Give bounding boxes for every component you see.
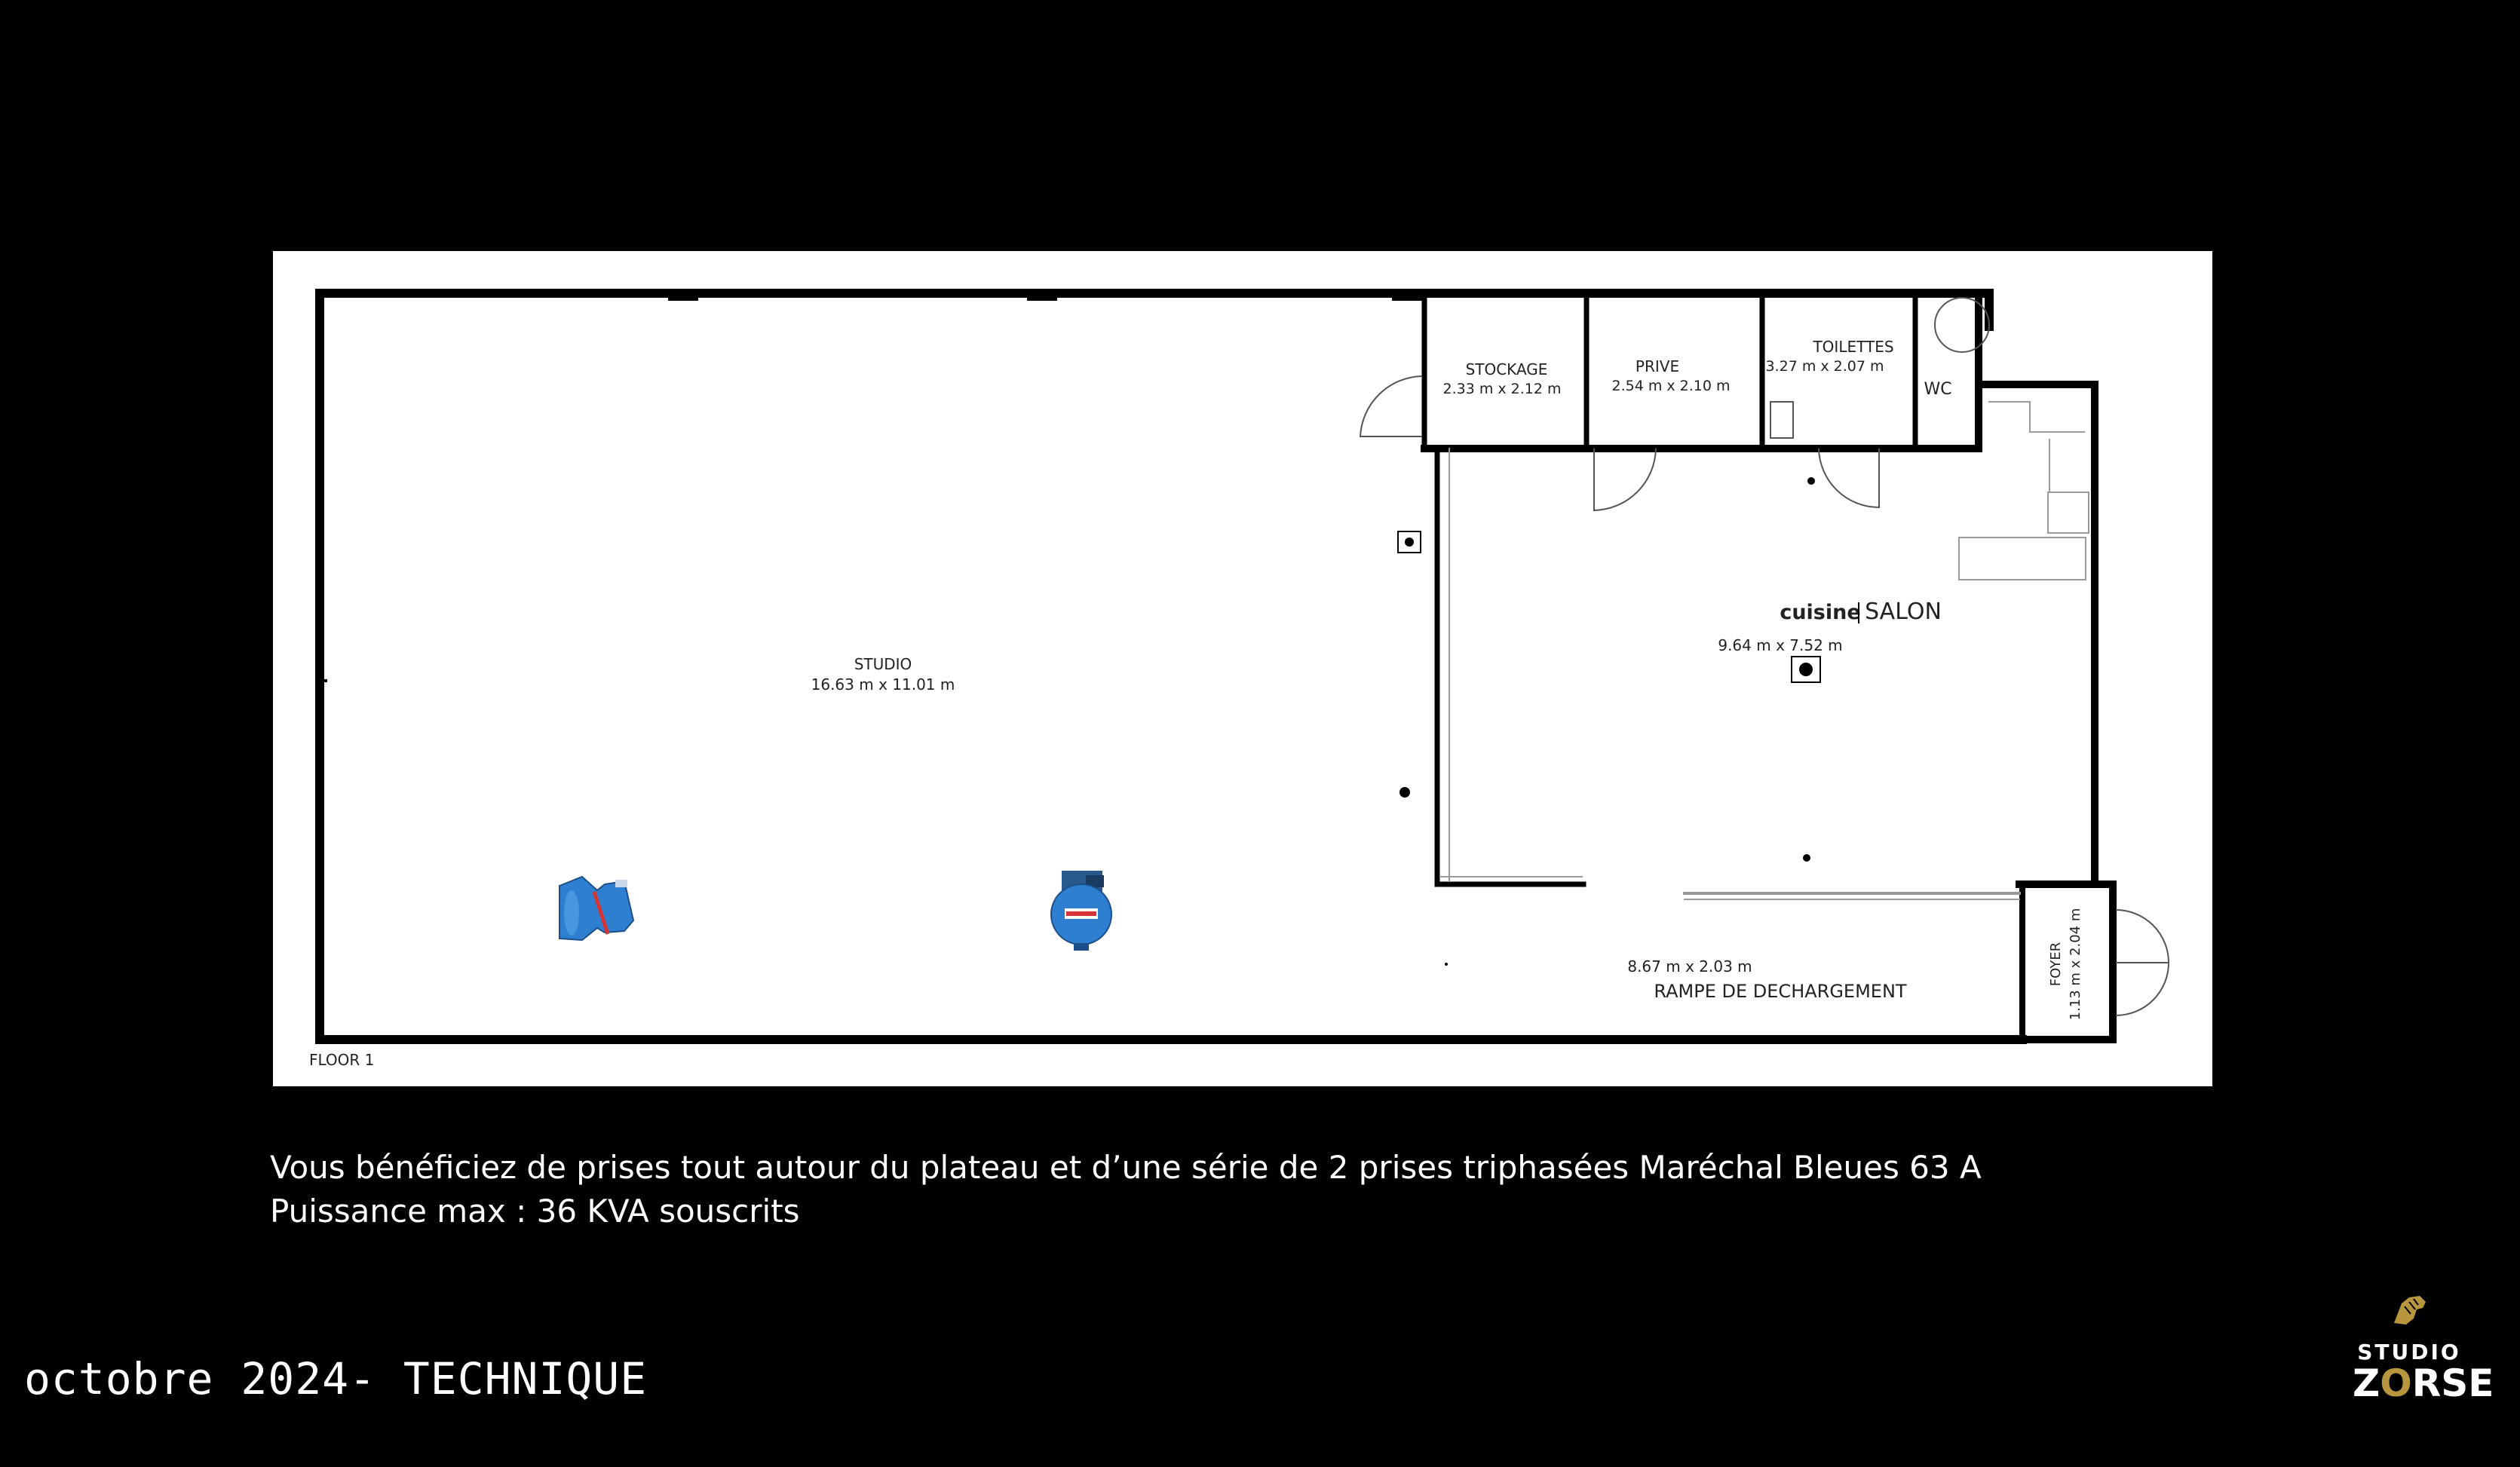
stockage-label: STOCKAGE xyxy=(1465,360,1548,378)
studio-dimensions: 16.63 m x 11.01 m xyxy=(811,675,955,694)
floor-plan xyxy=(273,251,2212,1086)
toilettes-dimensions: 3.27 m x 2.07 m xyxy=(1765,358,1884,375)
studio-zorse-logo xyxy=(2353,1285,2494,1406)
zebra-head-icon xyxy=(2387,1293,2432,1328)
foyer-label: FOYER xyxy=(2048,942,2064,987)
floor-plan-panel xyxy=(273,251,2212,1086)
salon-prefix-label: cuisine xyxy=(1780,601,1861,624)
foyer-dimensions: 1.13 m x 2.04 m xyxy=(2068,908,2083,1021)
toilettes-label: TOILETTES xyxy=(1813,338,1894,356)
caption xyxy=(270,1146,1982,1233)
caption-line-2: Puissance max : 36 KVA souscrits xyxy=(270,1193,800,1230)
marechal-socket-icon xyxy=(1051,871,1111,951)
rampe-dimensions: 8.67 m x 2.03 m xyxy=(1627,957,1752,975)
footer-text: octobre 2024- TECHNIQUE xyxy=(24,1353,648,1404)
rampe-label: RAMPE DE DECHARGEMENT xyxy=(1654,981,1907,1002)
caption-line-1: Vous bénéficiez de prises tout autour du plateau et d’une série de 2 prises triphasées Maréchal Bleues 63 A xyxy=(270,1149,1982,1186)
studio-label: STUDIO xyxy=(854,655,912,673)
prive-dimensions: 2.54 m x 2.10 m xyxy=(1611,378,1731,394)
wc-label: WC xyxy=(1924,380,1952,399)
marechal-plug-icon xyxy=(559,877,633,940)
salon-label: SALON xyxy=(1865,599,1942,625)
stockage-dimensions: 2.33 m x 2.12 m xyxy=(1442,381,1562,397)
logo-studio-text: STUDIO xyxy=(2357,1340,2461,1364)
prive-label: PRIVE xyxy=(1635,357,1680,375)
floor-label: FLOOR 1 xyxy=(309,1051,375,1069)
salon-dimensions: 9.64 m x 7.52 m xyxy=(1718,636,1843,654)
logo-zorse-text: ZORSE xyxy=(2353,1361,2494,1405)
